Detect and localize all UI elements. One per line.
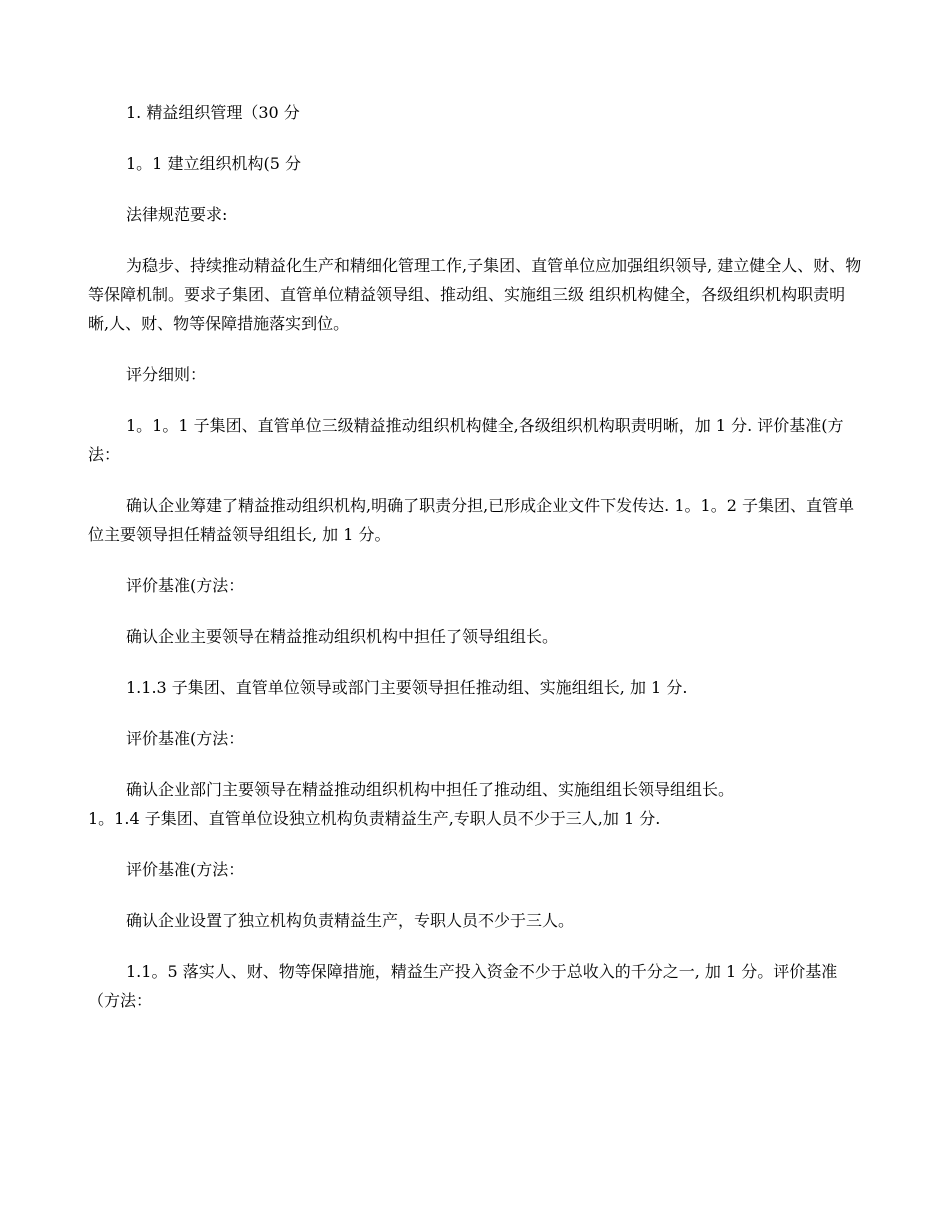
- evaluation-basis-label: 评价基准(方法：: [126, 576, 245, 595]
- scoring-rules-label: 评分细则：: [126, 365, 207, 384]
- rule-1-1-3-basis-block: [88, 775, 862, 833]
- rule-1-1-3-basis: 确认企业部门主要领导在精益推动组织机构中担任了推动组、实施组组长领导组组长。: [126, 780, 735, 799]
- rule-1-1-1-basis: 确认企业筹建了精益推动组织机构,明确了职责分担,已形成企业文件下发传达. 1。1。2 子集团、直管单位主要领导担任精益领导组组长, 加 1 分。: [88, 496, 854, 544]
- subsection-heading: 1。1 建立组织机构(5 分: [126, 154, 301, 173]
- evaluation-basis-label: 评价基准(方法：: [126, 860, 245, 879]
- rule-1-1-4-basis: 确认企业设置了独立机构负责精益生产，专职人员不少于三人。: [126, 911, 575, 930]
- rule-1-1-4: 1。1.4 子集团、直管单位设独立机构负责精益生产,专职人员不少于三人,加 1 分.: [88, 809, 661, 828]
- rule-1-1-5: 1.1。5 落实人、财、物等保障措施，精益生产投入资金不少于总收入的千分之一, 加 1 分。评价基准（方法：: [88, 962, 838, 1010]
- requirements-text: 为稳步、持续推动精益化生产和精细化管理工作,子集团、直管单位应加强组织领导, 建立健全人、财、物等保障机制。要求子集团、直管单位精益领导组、推动组、实施组三级 组织机构健全，各级组织机构职责明晰,人、财、物等保障措施落实到位。: [88, 256, 862, 333]
- evaluation-basis-label: 评价基准(方法：: [126, 729, 245, 748]
- rule-1-1-3: 1.1.3 子集团、直管单位领导或部门主要领导担任推动组、实施组组长, 加 1 分.: [126, 678, 688, 697]
- requirements-label: 法律规范要求:: [126, 205, 228, 224]
- rule-1-1-2-basis: 确认企业主要领导在精益推动组织机构中担任了领导组组长。: [126, 627, 559, 646]
- section-heading: 1. 精益组织管理（30 分: [126, 103, 300, 122]
- rule-1-1-1: 1。1。1 子集团、直管单位三级精益推动组织机构健全,各级组织机构职责明晰，加 1 分. 评价基准(方法：: [88, 416, 844, 464]
